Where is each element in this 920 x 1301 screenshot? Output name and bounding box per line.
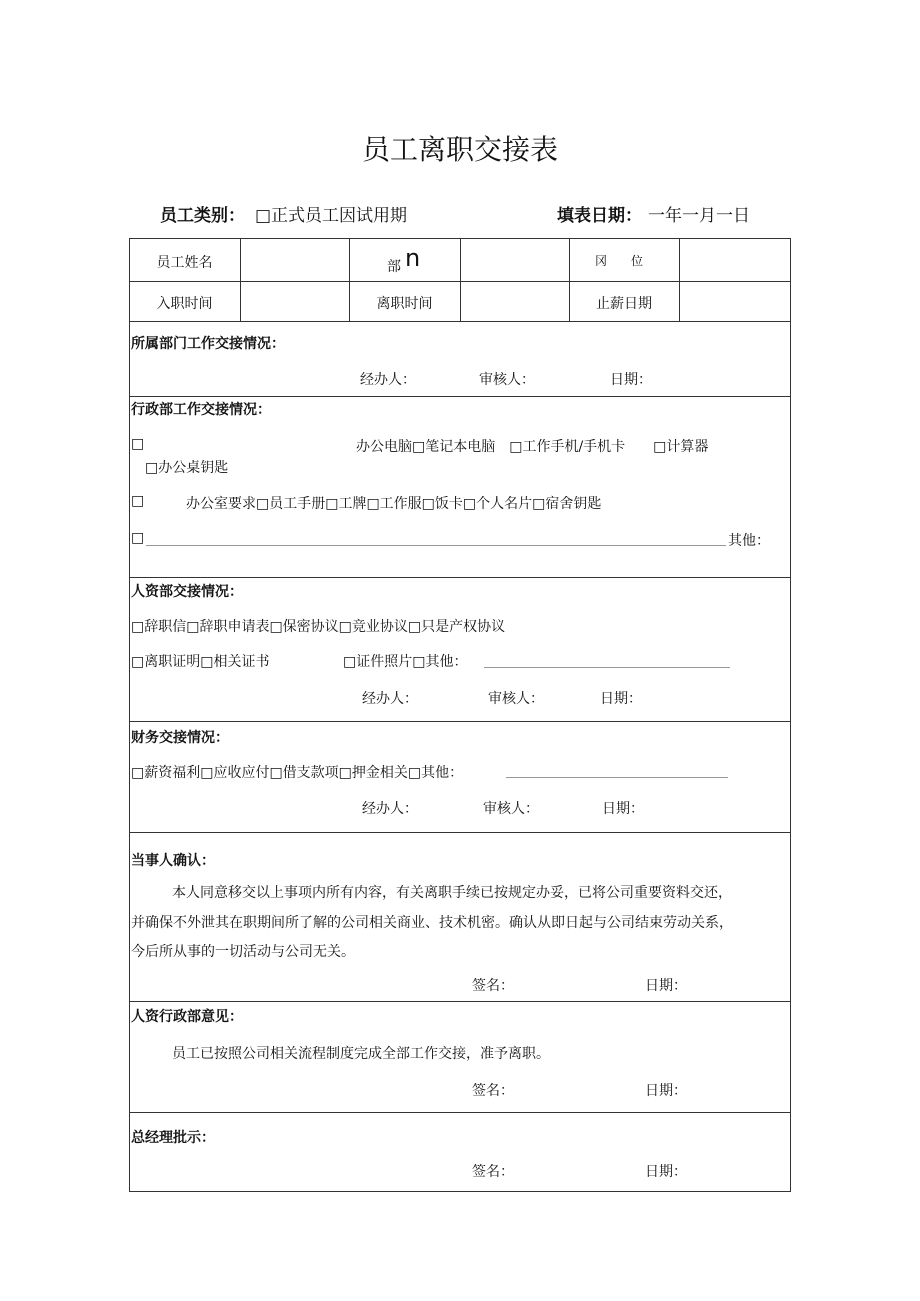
other-underline[interactable] (484, 667, 730, 668)
other-label: 其他： (728, 533, 770, 549)
checkbox[interactable]: □ (131, 436, 145, 452)
category-options[interactable]: □正式员工因试用期 (255, 206, 408, 226)
other-underline[interactable] (506, 777, 728, 778)
finance-items-row1[interactable]: □薪资福利□应收应付□借支款项□押金相关□其他： (131, 765, 464, 781)
confirm-section-title: 当事人确认： (131, 853, 215, 869)
department-glyph: n (405, 244, 421, 272)
date-label: 日期： (645, 978, 687, 994)
confirm-text-line1: 本人同意移交以上事项内所有内容，有关离职手续已按规定办妥，已将公司重要资料交还， (172, 885, 732, 901)
department-label: 部 (387, 259, 401, 275)
employee-name-label: 员工姓名 (156, 255, 213, 271)
handler-label: 经办人： (360, 372, 416, 388)
confirm-text-line3: 今后所从事的一切活动与公司无关。 (131, 944, 355, 960)
hr-items-row2a[interactable]: □离职证明□相关证书 (131, 654, 270, 670)
leave-date-label: 离职时间 (376, 296, 433, 312)
gm-section-title: 总经理批示： (131, 1130, 215, 1146)
category-label: 员工类别： (160, 206, 245, 226)
date-label: 日期： (600, 691, 642, 707)
date-value[interactable]: 一年一月一日 (648, 206, 750, 226)
admin-items-row1b[interactable]: □办公桌钥匙 (145, 460, 229, 476)
date-label: 日期： (602, 801, 644, 817)
handler-label: 经办人： (362, 691, 418, 707)
admin-section-title: 行政部工作交接情况： (131, 402, 271, 418)
salary-stop-label: 止薪日期 (596, 296, 652, 312)
hr-admin-section-title: 人资行政部意见： (131, 1009, 243, 1025)
hr-items-row1[interactable]: □辞职信□辞职申请表□保密协议□竞业协议□只是产权协议 (131, 619, 506, 635)
checkbox[interactable]: □ (131, 530, 145, 546)
sign-label: 签名： (472, 1083, 514, 1099)
checkbox[interactable]: □ (131, 493, 145, 509)
reviewer-label: 审核人： (483, 801, 539, 817)
handler-label: 经办人： (362, 801, 418, 817)
confirm-text-line2: 并确保不外泄其在职期间所了解的公司相关商业、技术机密。确认从即日起与公司结束劳动关系， (131, 915, 733, 931)
admin-items-row2[interactable]: 办公室要求□员工手册□工牌□工作服□饭卡□个人名片□宿舍钥匙 (186, 496, 602, 512)
date-label: 日期： (610, 372, 652, 388)
reviewer-label: 审核人： (479, 372, 535, 388)
date-label: 填表日期： (557, 206, 642, 226)
position-label: 冈 位 (595, 254, 644, 268)
date-label: 日期： (645, 1164, 687, 1180)
sign-label: 签名： (472, 1164, 514, 1180)
hr-admin-opinion: 员工已按照公司相关流程制度完成全部工作交接，准予离职。 (172, 1046, 550, 1062)
finance-section-title: 财务交接情况： (131, 730, 229, 746)
sign-label: 签名： (472, 978, 514, 994)
admin-items-row1[interactable]: 办公电脑□笔记本电脑 □工作手机/手机卡 □计算器 (356, 439, 709, 455)
dept-section-title: 所属部门工作交接情况： (131, 336, 285, 352)
date-label: 日期： (645, 1083, 687, 1099)
reviewer-label: 审核人： (488, 691, 544, 707)
other-underline[interactable] (146, 545, 726, 546)
hr-section-title: 人资部交接情况： (131, 584, 243, 600)
join-date-label: 入职时间 (156, 296, 213, 312)
hr-items-row2b[interactable]: □证件照片□其他： (343, 654, 468, 670)
form-title: 员工离职交接表 (361, 133, 558, 166)
